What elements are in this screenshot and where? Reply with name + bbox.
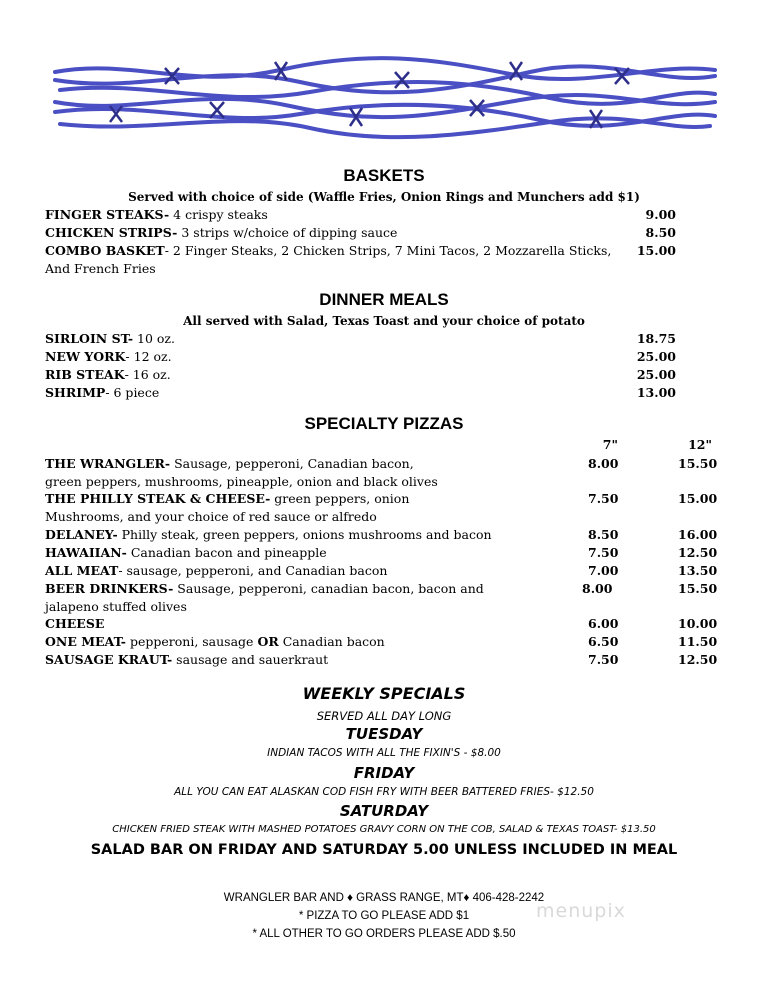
pizza-sausage-kraut: SAUSAGE KRAUT- sausage and sauerkraut (45, 652, 329, 667)
price: 8.50 (645, 225, 676, 240)
pizza-cheese: CHEESE (45, 616, 105, 631)
price-7: 8.00 (582, 581, 613, 596)
price-12: 11.50 (678, 634, 718, 649)
special-friday: ALL YOU CAN EAT ALASKAN COD FISH FRY WITH BEER BATTERED FRIES- $12.50 (174, 786, 594, 798)
price-12: 12.50 (678, 652, 718, 667)
baskets-heading: BASKETS (343, 166, 425, 185)
baskets-subtitle: Served with choice of side (Waffle Fries, Onion Rings and Munchers add $1) (128, 190, 640, 204)
size-7-header: 7" (602, 437, 618, 452)
pizza-description: green peppers, mushrooms, pineapple, onion and black olives (45, 474, 438, 489)
day-tuesday: TUESDAY (345, 725, 423, 743)
menu-item-chicken-strips: CHICKEN STRIPS- 3 strips w/choice of dipping sauce (45, 225, 398, 240)
weekly-specials-heading: WEEKLY SPECIALS (302, 684, 466, 703)
pizza-description: jalapeno stuffed olives (45, 599, 187, 614)
price-7: 6.50 (588, 634, 619, 649)
price: 15.00 (636, 243, 676, 258)
menu-item-sirloin: SIRLOIN ST- 10 oz. (45, 331, 175, 346)
pizzas-heading: SPECIALTY PIZZAS (304, 414, 464, 433)
salad-bar-note: SALAD BAR ON FRIDAY AND SATURDAY 5.00 UNLESS INCLUDED IN MEAL (90, 842, 678, 858)
menu-item-new-york: NEW YORK- 12 oz. (45, 349, 172, 364)
size-12-header: 12" (688, 437, 712, 452)
price-7: 7.50 (588, 545, 619, 560)
menu-item-rib-steak: RIB STEAK- 16 oz. (45, 367, 171, 382)
price-7: 6.00 (588, 616, 619, 631)
price-7: 7.50 (588, 491, 619, 506)
price-7: 7.00 (588, 563, 619, 578)
weekly-note: SERVED ALL DAY LONG (316, 709, 452, 723)
price: 18.75 (636, 331, 676, 346)
price-12: 15.00 (678, 491, 718, 506)
menu-item-description: And French Fries (45, 261, 156, 276)
pizza-description: Mushrooms, and your choice of red sauce or alfredo (45, 509, 377, 524)
watermark: menupix (536, 900, 626, 922)
dinner-subtitle: All served with Salad, Texas Toast and your choice of potato (183, 314, 585, 328)
day-saturday: SATURDAY (339, 802, 429, 820)
menu-item-combo-basket: COMBO BASKET- 2 Finger Steaks, 2 Chicken Strips, 7 Mini Tacos, 2 Mozzarella Sticks, (45, 243, 612, 258)
price-12: 13.50 (678, 563, 718, 578)
price-12: 15.50 (678, 456, 718, 471)
price-12: 16.00 (678, 527, 718, 542)
price-12: 10.00 (678, 616, 718, 631)
price-7: 8.00 (588, 456, 619, 471)
pizza-hawaiian: HAWAIIAN- Canadian bacon and pineapple (45, 545, 327, 560)
pizza-beer-drinkers: BEER DRINKERS- Sausage, pepperoni, canadian bacon, bacon and (45, 581, 484, 596)
pizza-philly: THE PHILLY STEAK & CHEESE- green peppers, onion (45, 491, 410, 506)
menu-item-finger-steaks: FINGER STEAKS- 4 crispy steaks (45, 207, 268, 222)
price: 25.00 (636, 367, 676, 382)
price-7: 7.50 (588, 652, 619, 667)
pizza-wrangler: THE WRANGLER- Sausage, pepperoni, Canadian bacon, (45, 456, 414, 471)
price-12: 15.50 (678, 581, 718, 596)
special-tuesday: INDIAN TACOS WITH ALL THE FIXIN'S - $8.00 (267, 747, 501, 759)
price-12: 12.50 (678, 545, 718, 560)
pizza-all-meat: ALL MEAT- sausage, pepperoni, and Canadian bacon (45, 563, 388, 578)
pizza-delaney: DELANEY- Philly steak, green peppers, onions mushrooms and bacon (45, 527, 492, 542)
pizza-one-meat: ONE MEAT- pepperoni, sausage OR Canadian bacon (45, 634, 385, 649)
day-friday: FRIDAY (353, 764, 415, 782)
special-saturday: CHICKEN FRIED STEAK WITH MASHED POTATOES GRAVY CORN ON THE COB, SALAD & TEXAS TOAST- $13.50 (112, 824, 656, 835)
price: 9.00 (645, 207, 676, 222)
price: 25.00 (636, 349, 676, 364)
dinner-heading: DINNER MEALS (319, 290, 449, 309)
footer-other-to-go: * ALL OTHER TO GO ORDERS PLEASE ADD $.50 (252, 928, 516, 940)
footer-pizza-to-go: * PIZZA TO GO PLEASE ADD $1 (298, 910, 470, 922)
price: 13.00 (636, 385, 676, 400)
price-7: 8.50 (588, 527, 619, 542)
barbed-wire-banner (50, 50, 720, 140)
menu-item-shrimp: SHRIMP- 6 piece (45, 385, 160, 400)
footer-address: WRANGLER BAR AND ♦ GRASS RANGE, MT♦ 406-428-2242 (223, 892, 545, 904)
